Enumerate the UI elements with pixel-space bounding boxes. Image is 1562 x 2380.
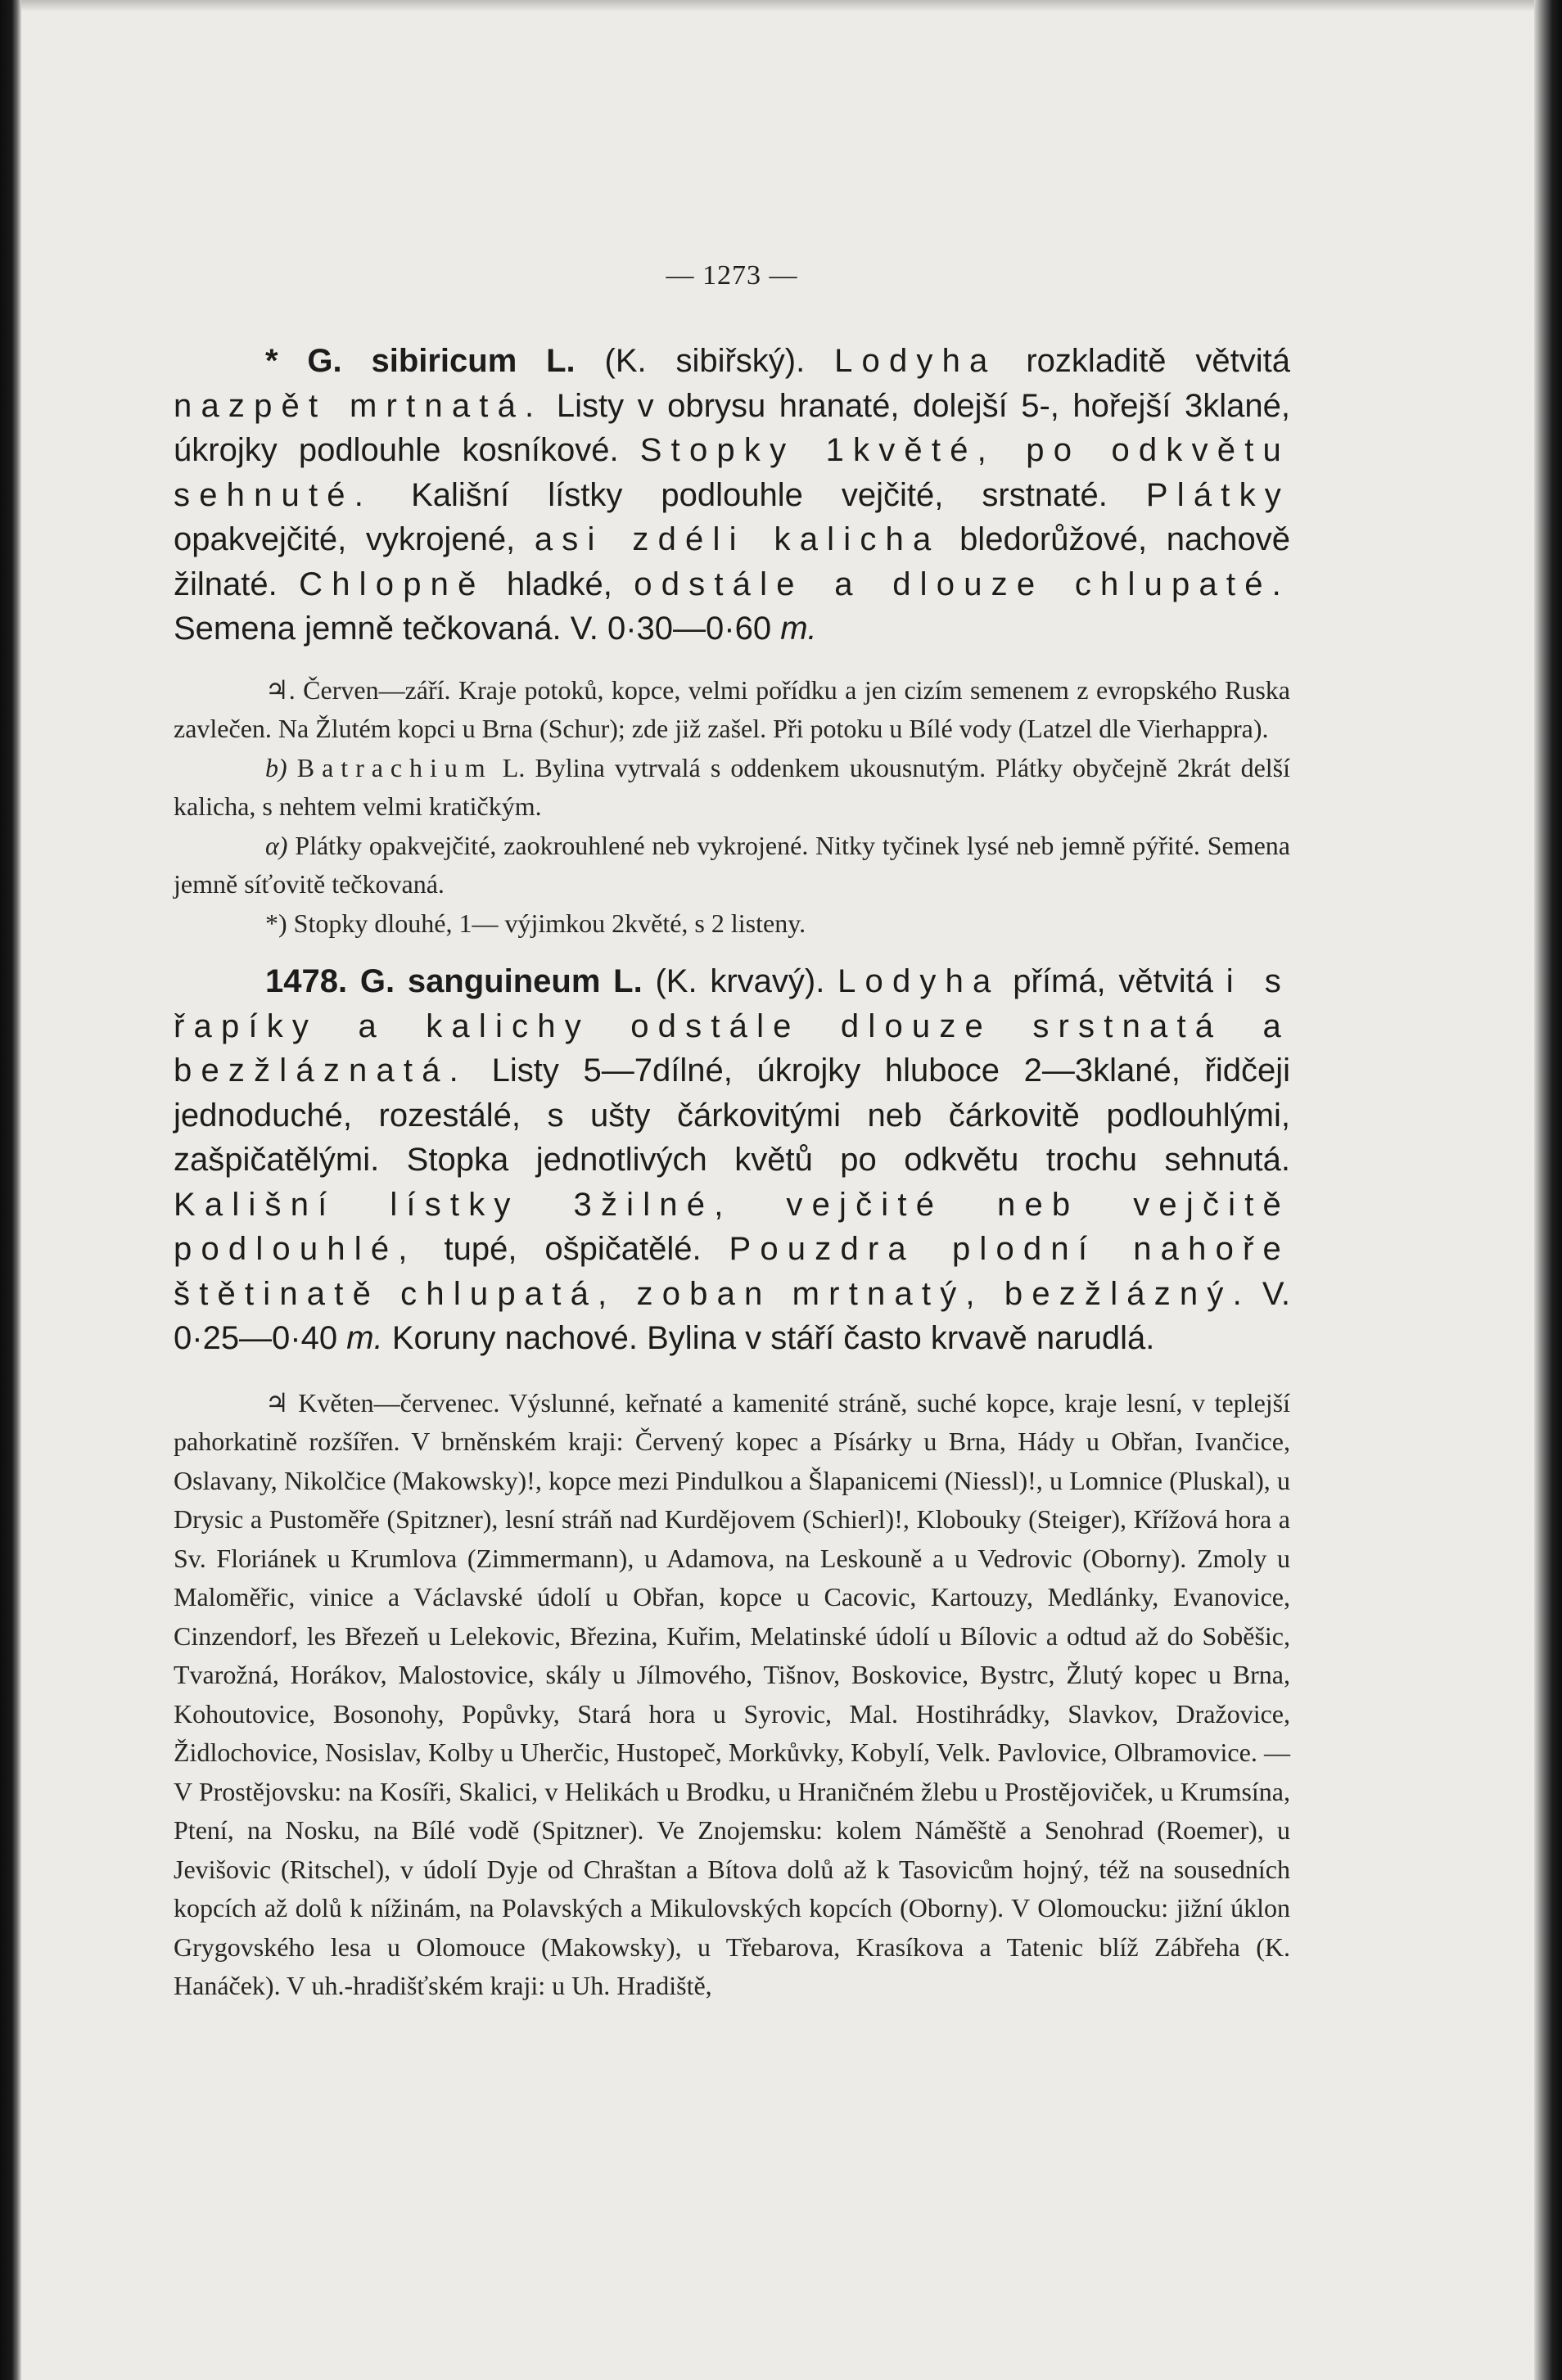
- text-segment: opakvejčité, vykrojené,: [174, 521, 516, 557]
- text-segment: V. 0·25—0·40: [174, 1275, 1290, 1356]
- species-label: * G. sibiricum L.: [265, 343, 576, 379]
- text-segment: Semena jemně tečkovaná. V. 0·30—0·60: [174, 611, 772, 647]
- species-label: 1478. G. sanguineum L.: [265, 963, 643, 999]
- variety-name: Batrachium: [296, 752, 493, 782]
- spaced-term-sepals: Kališní lístky 3žilné, vejčité neb vejčitě podlouhlé,: [174, 1186, 1290, 1267]
- spaced-term-stem-hairs: i s řapíky a kalichy odstále dlouze srstnatá a bezžláznatá.: [174, 963, 1290, 1089]
- unit: m.: [780, 611, 817, 647]
- text-segment: Kališní lístky podlouhle vejčité, srstnaté.: [411, 476, 1108, 513]
- spaced-term-capsule: Pouzdra plodní nahoře štětinatě chlupatá, zoban mrtnatý, bezžlázný.: [174, 1231, 1290, 1312]
- spaced-term-nazpet: nazpět mrtnatá.: [174, 387, 544, 424]
- text-segment: Listy v obrysu hranaté, dolejší 5-, hořejší 3klané, úkrojky podlouhle kosníkové.: [174, 387, 1290, 468]
- scan-edge-right: [1534, 0, 1562, 2380]
- scan-edge-left: [0, 0, 21, 2380]
- text-segment: rozkladitě větvitá: [1026, 343, 1290, 379]
- footnote: *) Stopky dlouhé, 1— výjimkou 2květé, s 2 listeny.: [265, 908, 806, 938]
- page: [174, 260, 1290, 2006]
- note-sibiricum: ♃. Červen—září. Kraje potoků, kopce, velmi pořídku a jen cizím semenem z evropského Ruska zavlečen. Na Žlutém kopci u Brna (Schur); zde již zašel. Při potoku u Bílé vody (Latzel dle Vierhappra).: [174, 674, 1290, 743]
- variety-batrachium: [174, 749, 1290, 827]
- text-segment: tupé, ošpičatělé.: [444, 1231, 702, 1267]
- unit: m.: [346, 1320, 383, 1356]
- variety-label: α): [265, 830, 288, 860]
- variety-alpha: [174, 827, 1290, 904]
- text-segment: bledorůžové, nachově žilnaté.: [174, 521, 1290, 602]
- scan-edge-top: [0, 0, 1562, 11]
- spaced-term-stopky: Stopky 1květé, po odkvětu sehnuté.: [174, 432, 1290, 513]
- common-name: (K. krvavý).: [655, 963, 825, 999]
- spaced-term-asi: asi zdéli kalicha: [534, 521, 941, 557]
- text-segment: hladké,: [506, 566, 612, 602]
- common-name: (K. sibiřský).: [604, 343, 806, 379]
- text-segment: Koruny nachové. Bylina v stáří často krvavě narudlá.: [391, 1320, 1155, 1356]
- text-segment: Listy 5—7dílné, úkrojky hluboce 2—3klané, řidčeji jednoduché, rozestálé, s ušty čárkovitými neb čárkovitě podlouhlými, zašpičatělými. Stopka jednotlivých květů po odkvětu trochu sehnutá.: [174, 1053, 1290, 1178]
- spaced-term-platky: Plátky: [1145, 476, 1290, 513]
- spaced-term-lodyha: Lodyha: [837, 963, 1000, 999]
- text-segment: L. Bylina vytrvalá s oddenkem ukousnutým. Plátky obyčejně 2krát delší kalicha, s nehtem velmi kratičkým.: [174, 752, 1291, 821]
- variety-label: b): [265, 752, 287, 782]
- entry-geranium-sanguineum: [174, 959, 1290, 1361]
- spaced-term-lodyha: Lodyha: [834, 343, 997, 379]
- entry-geranium-sibiricum: [174, 339, 1290, 651]
- spaced-term-chlopne: Chlopně: [299, 566, 485, 602]
- text-segment: přímá, větvitá: [1013, 963, 1213, 999]
- spaced-term-odstale: odstále a dlouze chlupaté.: [634, 566, 1290, 602]
- page-number: — 1273 —: [666, 260, 798, 291]
- text-segment: Plátky opakvejčité, zaokrouhlené neb vykrojené. Nitky tyčinek lysé neb jemně pýřité. Semena jemně síťovitě tečkovaná.: [174, 830, 1291, 899]
- note-sanguineum-localities: ♃ Květen—červenec. Výslunné, keřnaté a kamenité stráně, suché kopce, kraje lesní, v teplejší pahorkatině rozšířen. V brněnském kraji: Červený kopec a Písárky u Brna, Hády u Obřan, Ivančice, Oslavany, Nikolčice (Makowsky)!, kopce mezi Pindulkou a Šlapanicemi (Niessl)!, u Lomnice (Pluskal), u Drysic a Pustoměře (Spitzner), lesní stráň nad Kurdějovem (Schierl)!, Klobouky (Steiger), Křížová hora a Sv. Floriánek u Krumlova (Zimmermann), u Adamova, na Leskouně a u Vedrovic (Oborny). Zmoly u Maloměřic, vinice a Václavské údolí u Obřan, kopce u Cacovic, Kartouzy, Medlánky, Evanovice, Cinzendorf, les Březeň u Lelekovic, Březina, Kuřim, Melatinské údolí u Bílovic a odtud až do Soběšic, Tvarožná, Horákov, Malostovice, skály u Jílmového, Tišnov, Boskovice, Bystrc, Žlutý kopec u Brna, Kohoutovice, Bosonohy, Popůvky, Stará hora u Syrovic, Mal. Hostihrádky, Slavkov, Dražovice, Židlochovice, Nosislav, Kolby u Uherčic, Hustopeč, Morkůvky, Kobylí, Velk. Pavlovice, Olbramovice. — V Prostějovsku: na Kosíři, Skalici, v Helikách u Brodku, u Hraničném žlebu u Prostějoviček, u Krumsína, Ptení, na Nosku, na Bílé vodě (Spitzner). Ve Znojemsku: kolem Náměště a Senohrad (Roemer), u Jevišovic (Ritschel), v údolí Dyje od Chraštan a Bítova dolů až k Tasovicům hojný, též na sousedních kopcích až dolů k nížinám, na Polavských a Mikulovských kopcích (Oborny). V Olomoucku: jižní úklon Grygovského lesa u Olomouce (Makowsky), u Třebarova, Krasíkova a Tatenic blíž Zábřeha (K. Hanáček). V uh.-hradišťském kraji: u Uh. Hradiště,: [174, 1387, 1290, 2000]
